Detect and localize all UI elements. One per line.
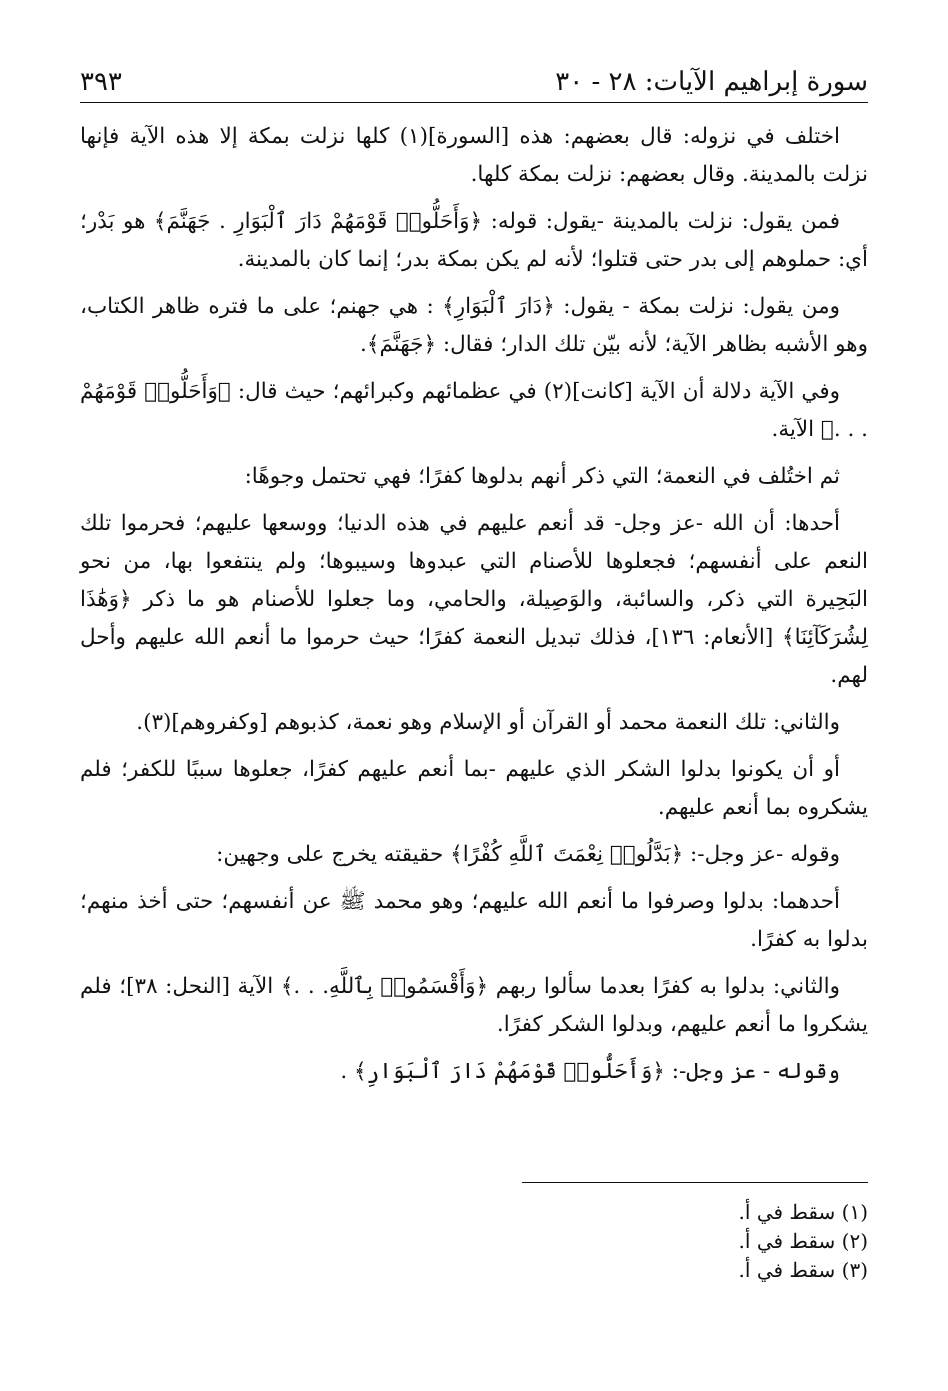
paragraph-9: وقوله -عز وجل-: ﴿بَدَّلُوا۟ نِعْمَتَ ٱللَّهِ كُفْرًا﴾ حقيقته يخرج على وجهين: bbox=[216, 842, 840, 867]
footnote-1: (١) سقط في أ. bbox=[738, 1200, 868, 1224]
footnotes bbox=[80, 1198, 868, 1285]
running-header bbox=[80, 64, 868, 100]
header-divider bbox=[80, 102, 868, 103]
paragraph-5: ثم اختُلف في النعمة؛ التي ذكر أنهم بدلوها كفرًا؛ فهي تحتمل وجوهًا: bbox=[244, 464, 840, 489]
page-number: ٣٩٣ bbox=[80, 67, 122, 97]
footnote-2: (٢) سقط في أ. bbox=[738, 1229, 868, 1253]
book-page bbox=[80, 52, 868, 1372]
paragraph-11: والثاني: بدلوا به كفرًا بعدما سألوا ربهم ﴿وَأَقْسَمُوا۟ بِٱللَّهِ. . .﴾ الآية [النحل: ٣٨]؛ فلم يشكروا ما أنعم عليهم، وبدلوا الشكر كفرًا. bbox=[80, 974, 868, 1037]
footnote-3: (٣) سقط في أ. bbox=[738, 1258, 868, 1282]
paragraph-8: أو أن يكونوا بدلوا الشكر الذي عليهم -بما أنعم عليهم كفرًا، جعلوها سببًا للكفر؛ فلم يشكروه بما أنعم عليهم. bbox=[80, 757, 868, 820]
paragraph-3: ومن يقول: نزلت بمكة - يقول: ﴿دَارَ ٱلْبَوَارِ﴾ : هي جهنم؛ على ما فتره ظاهر الكتاب، وهو الأشبه بظاهر الآية؛ لأنه بيّن تلك الدار؛ فقال: ﴿جَهَنَّمَ﴾. bbox=[80, 294, 868, 357]
paragraph-4: وفي الآية دلالة أن الآية [كانت](٢) في عظمائهم وكبرائهم؛ حيث قال: ﴿وَأَحَلُّوا۟ قَوْمَهُمْ . . .﴾ الآية. bbox=[80, 379, 868, 442]
paragraph-12: وقوله - عز وجل-: ﴿وَأَحَلُّوا۟ قَوْمَهُمْ دَارَ ٱلْبَوَارِ﴾ . bbox=[340, 1059, 840, 1084]
paragraph-7: والثاني: تلك النعمة محمد أو القرآن أو الإسلام وهو نعمة، كذبوهم [وكفروهم](٣). bbox=[136, 710, 840, 735]
footnote-divider bbox=[522, 1182, 868, 1183]
header-title: سورة إبراهيم الآيات: ٢٨ - ٣٠ bbox=[555, 67, 868, 97]
paragraph-6: أحدها: أن الله -عز وجل- قد أنعم عليهم في هذه الدنيا؛ ووسعها عليهم؛ فحرموا تلك النعم على أنفسهم؛ فجعلوها للأصنام التي عبدوها وسيبوها؛ ولم ينتفعوا بها، من نحو البَحِيرة التي ذكر، والسائبة، والوَصِيلة، والحامي، وما جعلوا للأصنام هو ما ذكر ﴿وَهَٰذَا لِشُرَكَآئِنَا﴾ [الأنعام: ١٣٦]، فذلك تبديل النعمة كفرًا؛ حيث حرموا ما أنعم الله عليهم وأحل لهم. bbox=[80, 511, 868, 688]
main-text bbox=[80, 118, 868, 1100]
paragraph-2: فمن يقول: نزلت بالمدينة -يقول: قوله: ﴿وَأَحَلُّوا۟ قَوْمَهُمْ دَارَ ٱلْبَوَارِ . جَهَنَّمَ﴾ هو بَدْر؛ أي: حملوهم إلى بدر حتى قتلوا؛ لأنه لم يكن بمكة بدر؛ إنما كان بالمدينة. bbox=[80, 209, 868, 272]
paragraph-10: أحدهما: بدلوا وصرفوا ما أنعم الله عليهم؛ وهو محمد ﷺ عن أنفسهم؛ حتى أخذ منهم؛ بدلوا به كفرًا. bbox=[80, 889, 868, 952]
paragraph-1: اختلف في نزوله: قال بعضهم: هذه [السورة](١) كلها نزلت بمكة إلا هذه الآية فإنها نزلت بالمدينة. وقال بعضهم: نزلت بمكة كلها. bbox=[80, 124, 868, 187]
